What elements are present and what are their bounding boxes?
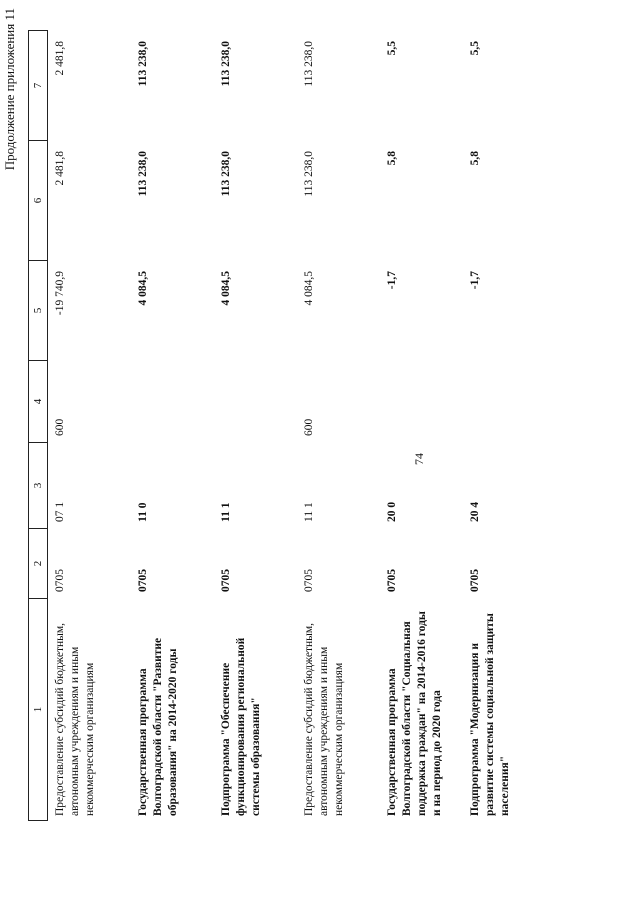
change-amount: -1,7 [469, 271, 481, 290]
change-amount: -1,7 [386, 271, 398, 290]
amount-col-6: 113 238,0 [137, 151, 149, 197]
change-amount: -19 740,9 [54, 271, 66, 316]
table-row [297, 31, 380, 821]
header-col-4: 4 [29, 361, 48, 443]
target-code: 07 1 [54, 501, 66, 522]
amount-col-6: 5,8 [469, 151, 481, 166]
header-row [29, 31, 48, 821]
header-col-1: 1 [29, 599, 48, 821]
section-code: 0705 [137, 569, 149, 592]
amount-col-7: 113 238,0 [137, 41, 149, 87]
expense-type [131, 361, 214, 443]
change-amount: 4 084,5 [220, 271, 232, 306]
header-col-7: 7 [29, 31, 48, 141]
header-col-5: 5 [29, 261, 48, 361]
target-code: 20 4 [469, 501, 481, 522]
section-code: 0705 [54, 569, 66, 592]
expense-type [214, 361, 297, 443]
header-col-6: 6 [29, 141, 48, 261]
target-code: 11 1 [303, 502, 315, 522]
table-row [131, 31, 214, 821]
header-col-2: 2 [29, 529, 48, 599]
amount-col-7: 113 238,0 [220, 41, 232, 87]
target-code: 11 1 [220, 502, 232, 522]
amount-col-6: 113 238,0 [220, 151, 232, 197]
table-row [214, 31, 297, 821]
row-description: Предоставление субсидий бюджетным, автономным учреждениям и иным некоммерческим организациям [303, 622, 345, 816]
section-code: 0705 [386, 569, 398, 592]
table-row [380, 31, 463, 821]
amount-col-6: 113 238,0 [303, 151, 315, 197]
page-number: 74 [412, 453, 426, 465]
expense-type: 600 [303, 418, 315, 436]
change-amount: 4 084,5 [137, 271, 149, 306]
continuation-caption: Продолжение приложения 11 [2, 8, 17, 171]
section-code: 0705 [220, 569, 232, 592]
row-description: Государственная программа Волгоградской области "Социальная поддержка граждан" на 2014-2016 годы и на период до 2020 года [386, 611, 443, 816]
change-amount: 4 084,5 [303, 271, 315, 306]
target-code: 20 0 [386, 501, 398, 522]
amount-col-6: 2 481,8 [54, 151, 66, 186]
amount-col-7: 5,5 [469, 41, 481, 56]
section-code: 0705 [303, 569, 315, 592]
row-description: Подпрограмма "Модернизация и развитие системы социальной защиты населения" [469, 613, 511, 816]
amount-col-7: 2 481,8 [54, 41, 66, 76]
target-code: 11 0 [137, 502, 149, 522]
table-row [463, 31, 546, 821]
header-col-3: 3 [29, 443, 48, 529]
row-description: Государственная программа Волгоградской области "Развитие образования" на 2014-2020 годы [137, 637, 179, 816]
amount-col-6: 5,8 [386, 151, 398, 166]
expense-type [463, 361, 546, 443]
row-description: Подпрограмма "Обеспечение функционирования региональной системы образования" [220, 637, 262, 816]
amount-col-7: 5,5 [386, 41, 398, 56]
amount-col-7: 113 238,0 [303, 41, 315, 87]
table-row [48, 31, 132, 821]
budget-table [28, 30, 546, 821]
expense-type: 600 [54, 418, 66, 436]
section-code: 0705 [469, 569, 481, 592]
row-description: Предоставление субсидий бюджетным, автономным учреждениям и иным некоммерческим организациям [54, 622, 96, 816]
expense-type [380, 361, 463, 443]
